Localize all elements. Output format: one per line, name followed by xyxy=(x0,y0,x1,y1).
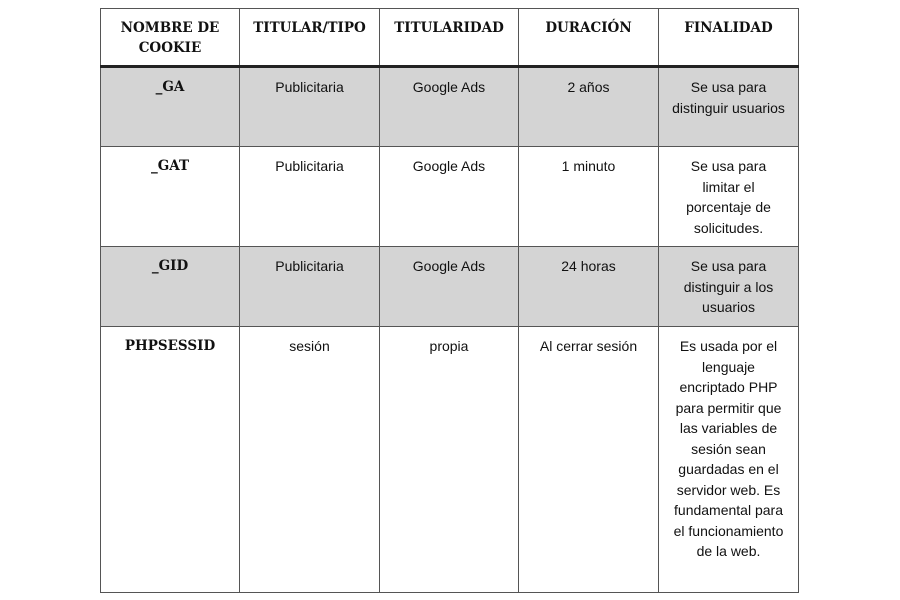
cookie-owner-cell: Google Ads xyxy=(380,247,519,327)
header-cookie-name: NOMBRE DE COOKIE xyxy=(101,9,240,67)
cookie-owner-cell: Google Ads xyxy=(380,147,519,247)
cookie-type-cell: Publicitaria xyxy=(240,147,380,247)
cookie-purpose-cell: Se usa para distinguir a los usuarios xyxy=(659,247,799,327)
cookie-purpose-cell: Es usada por el lenguaje encriptado PHP para permitir que las variables de sesión sean guardadas en el servidor web. Es fundamental para el funcionamiento de la web. xyxy=(659,327,799,593)
header-ownership: TITULARIDAD xyxy=(380,9,519,67)
table-header-row xyxy=(101,9,799,67)
cookie-type-cell: sesión xyxy=(240,327,380,593)
cookie-table xyxy=(100,8,799,593)
cookie-duration-cell: 1 minuto xyxy=(519,147,659,247)
cookie-purpose-cell: Se usa para limitar el porcentaje de solicitudes. xyxy=(659,147,799,247)
cookie-type-cell: Publicitaria xyxy=(240,247,380,327)
cookie-purpose-cell: Se usa para distinguir usuarios xyxy=(659,67,799,147)
table-row xyxy=(101,67,799,147)
cookie-name-cell: _GA xyxy=(101,67,240,147)
header-duration: DURACIÓN xyxy=(519,9,659,67)
header-purpose: FINALIDAD xyxy=(659,9,799,67)
cookie-name-cell: _GID xyxy=(101,247,240,327)
table-row xyxy=(101,147,799,247)
cookie-owner-cell: Google Ads xyxy=(380,67,519,147)
cookie-name-cell: _GAT xyxy=(101,147,240,247)
cookie-duration-cell: 2 años xyxy=(519,67,659,147)
cookie-owner-cell: propia xyxy=(380,327,519,593)
header-holder-type: TITULAR/TIPO xyxy=(240,9,380,67)
cookie-name-cell: PHPSESSID xyxy=(101,327,240,593)
table-row xyxy=(101,247,799,327)
cookie-duration-cell: Al cerrar sesión xyxy=(519,327,659,593)
cookie-duration-cell: 24 horas xyxy=(519,247,659,327)
cookie-type-cell: Publicitaria xyxy=(240,67,380,147)
table-row xyxy=(101,327,799,593)
